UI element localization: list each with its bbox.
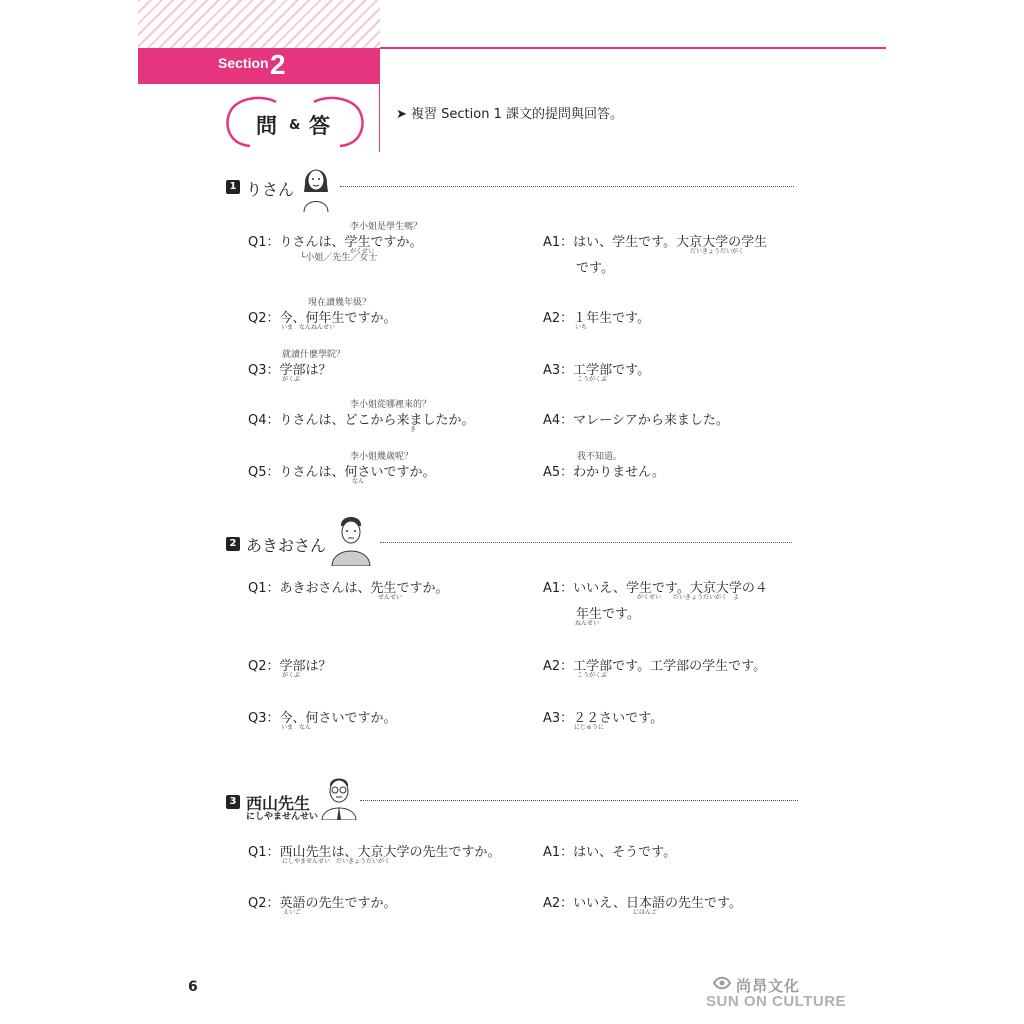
- dotted-rule: [340, 186, 794, 187]
- section-badge: 1: [226, 180, 240, 194]
- answer-line: A1：はい、学生です。大京大学の学生: [543, 235, 768, 250]
- furigana: こうがくぶ: [577, 376, 608, 383]
- question-line: Q2：今、何年生ですか。: [248, 311, 397, 326]
- furigana: にじゅうに: [574, 724, 605, 731]
- question-line: Q1：西山先生は、大京大学の先生ですか。: [248, 845, 501, 860]
- furigana: だいきょうだいがく: [690, 248, 745, 255]
- answer-line: A2：１年生です。: [543, 311, 651, 326]
- answer-line: A3：工学部です。: [543, 363, 651, 378]
- answer-line: A1：いいえ、学生です。大京大学の４: [543, 581, 768, 596]
- page-number: 6: [188, 979, 198, 995]
- translation-note: 就讀什麼學院？: [282, 350, 346, 360]
- section-name-reading: にしやませんせい: [246, 812, 319, 822]
- header-divider: [380, 47, 886, 49]
- furigana: いま なんねんせい: [281, 324, 336, 331]
- answer-line-cont: 年生です。: [576, 607, 640, 622]
- publisher-logo-english: SUN ON CULTURE: [706, 993, 847, 1010]
- section-name: あきおさん: [246, 536, 327, 555]
- dotted-rule: [360, 800, 798, 801]
- furigana: にしやませんせい だいきょうだいがく: [282, 858, 391, 865]
- question-line: Q1：あきおさんは、先生ですか。: [248, 581, 449, 596]
- section-name: 西山先生: [246, 794, 311, 813]
- question-line: Q2：英語の先生ですか。: [248, 896, 397, 911]
- question-line: Q2：学部は？: [248, 659, 332, 674]
- translation-note: 現在讀幾年級？: [308, 298, 372, 308]
- furigana: がくせい だいきょうだいがく よ: [637, 594, 740, 601]
- question-line: Q3：学部は？: [248, 363, 332, 378]
- section-number: 2: [270, 49, 286, 80]
- answer-line: A1：はい、そうです。: [543, 845, 677, 860]
- furigana: いち: [575, 324, 588, 331]
- vocab-note: └小姐／先生／女士: [300, 253, 378, 263]
- title-ampersand: &: [289, 118, 301, 133]
- answer-line: A4：マレーシアから来ました。: [543, 413, 729, 428]
- header-vertical-divider: [379, 48, 380, 152]
- publisher-logo-icon: [712, 974, 732, 992]
- furigana: ねんせい: [575, 620, 600, 627]
- translation-note: 我不知道。: [577, 452, 623, 462]
- furigana: にほんご: [633, 909, 658, 916]
- answer-line: A2：工学部です。工学部の学生です。: [543, 659, 767, 674]
- translation-note: 李小姐幾歲呢？: [350, 452, 414, 462]
- furigana: がくせい: [350, 248, 375, 255]
- furigana: き: [410, 426, 417, 433]
- furigana: せんせい: [378, 594, 403, 601]
- instruction-text: ➤ 複習 Section 1 課文的提問與回答。: [396, 107, 623, 122]
- woman-avatar-icon: [300, 158, 332, 212]
- answer-line: A3：２２さいです。: [543, 711, 664, 726]
- furigana: がくぶ: [282, 672, 301, 679]
- answer-line-cont: です。: [576, 261, 614, 276]
- man-avatar-icon: [330, 512, 372, 566]
- furigana: えいご: [283, 909, 302, 916]
- furigana: がくぶ: [282, 376, 301, 383]
- answer-line: A2：いいえ、日本語の先生です。: [543, 896, 742, 911]
- question-line: Q1：りさんは、学生ですか。: [248, 235, 423, 250]
- translation-note: 李小姐是學生嗎？: [350, 222, 423, 232]
- furigana: なん: [352, 478, 365, 485]
- publisher-logo-chinese: 尚昂文化: [736, 977, 801, 995]
- furigana: こうがくぶ: [577, 672, 608, 679]
- header-stripes: [138, 0, 380, 48]
- dotted-rule: [380, 542, 792, 543]
- section-badge: 2: [226, 537, 240, 551]
- section-name: りさん: [246, 180, 295, 199]
- question-line: Q5：りさんは、何さいですか。: [248, 465, 436, 480]
- furigana: いま なん: [281, 724, 312, 731]
- section-label: Section: [218, 55, 269, 71]
- section-badge: 3: [226, 795, 240, 809]
- question-line: Q3：今、何さいですか。: [248, 711, 397, 726]
- question-line: Q4：りさんは、どこから来ましたか。: [248, 413, 475, 428]
- title-question: 問: [256, 114, 278, 138]
- translation-note: 李小姐從哪裡來的？: [350, 400, 432, 410]
- answer-line: A5：わかりません。: [543, 465, 665, 480]
- teacher-avatar-icon: [318, 772, 360, 820]
- title-answer: 答: [309, 114, 330, 138]
